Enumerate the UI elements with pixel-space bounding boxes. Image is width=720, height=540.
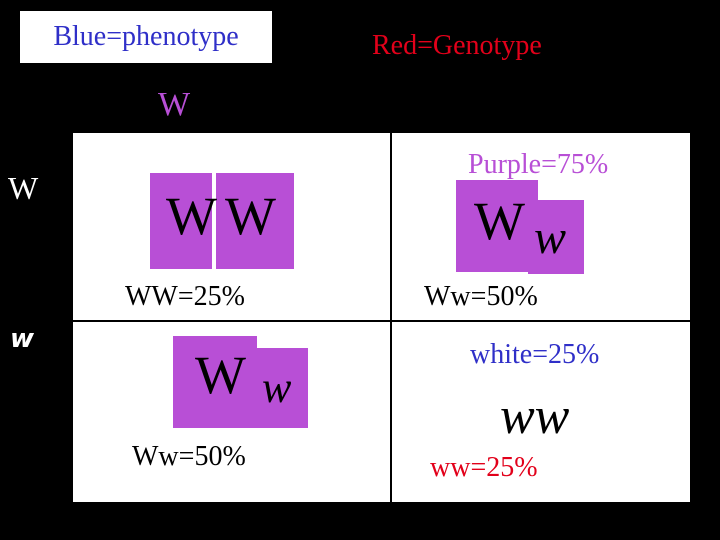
genotype-allele: W xyxy=(166,186,217,246)
cell-percentage: ww=25% xyxy=(430,452,538,483)
purple-percentage-note: Purple=75% xyxy=(468,149,609,180)
column-header-dominant: W xyxy=(158,86,191,123)
grid-horizontal-divider xyxy=(73,320,690,322)
genotype-legend: Red=Genotype xyxy=(372,30,542,61)
row-header-dominant: W xyxy=(8,170,39,206)
cell-percentage: Ww=50% xyxy=(132,441,246,472)
cell-percentage: Ww=50% xyxy=(424,281,538,312)
genotype-allele: w xyxy=(262,363,292,412)
genotype-allele: W xyxy=(225,186,276,246)
genotype-allele: ww xyxy=(500,388,570,445)
white-percentage-note: white=25% xyxy=(470,339,600,370)
phenotype-legend: Blue=phenotype xyxy=(20,11,272,63)
cell-percentage: WW=25% xyxy=(125,281,245,312)
column-header-recessive: w xyxy=(518,92,537,121)
genotype-allele: w xyxy=(534,211,567,264)
row-header-recessive: w xyxy=(10,324,35,354)
grid-vertical-divider xyxy=(390,133,392,502)
genotype-allele: W xyxy=(195,345,246,405)
genotype-allele: W xyxy=(474,191,525,251)
